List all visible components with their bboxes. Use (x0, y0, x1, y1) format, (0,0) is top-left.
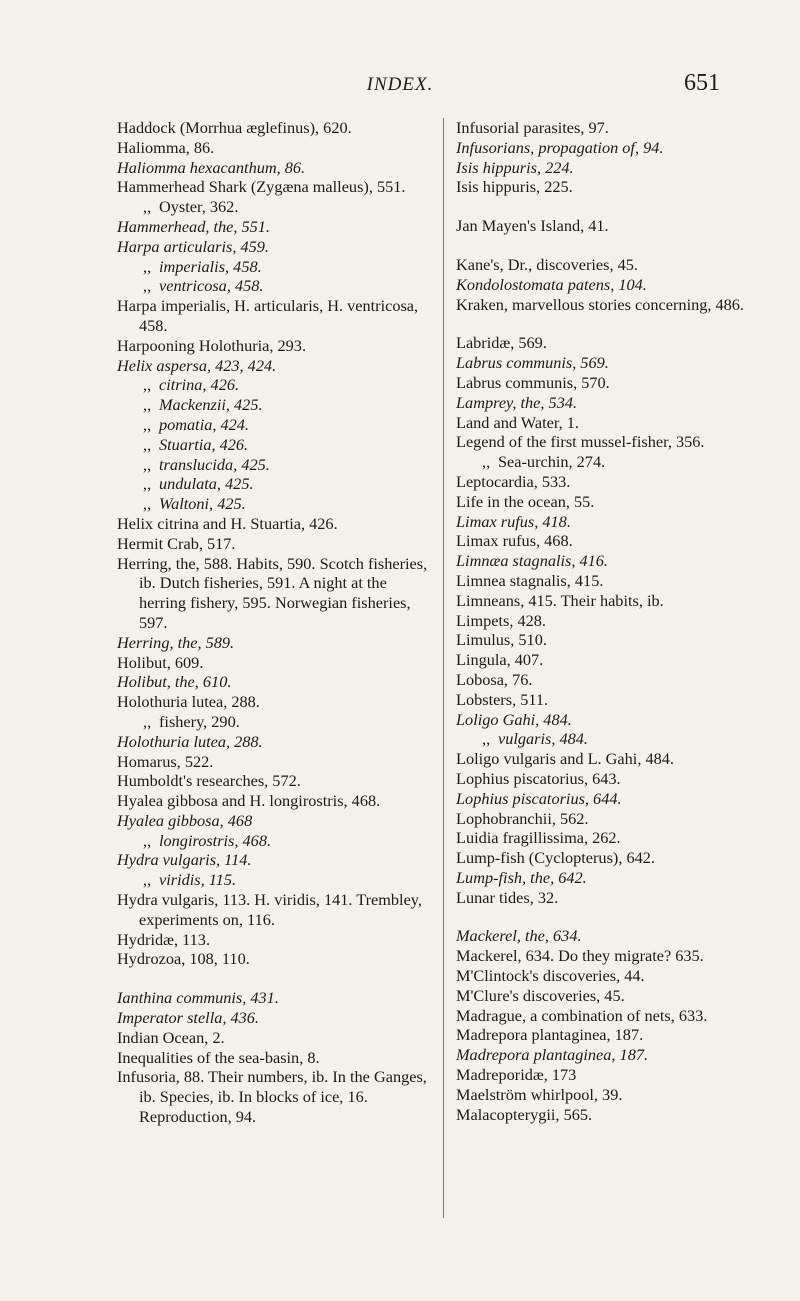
index-entry (456, 472, 778, 492)
entry-text: Maelström whirlpool, 39. (456, 1084, 623, 1104)
index-entry (117, 1008, 437, 1028)
index-entry (117, 752, 437, 772)
index-entry (117, 158, 437, 178)
index-entry (456, 373, 778, 393)
index-entry (456, 295, 778, 315)
entry-text: Limneans, 415. Their habits, ib. (456, 590, 664, 610)
entry-text: longirostris, 468. (159, 830, 272, 850)
index-subentry (117, 197, 437, 217)
entry-text: Humboldt's researches, 572. (117, 771, 301, 791)
entry-text: Hydrozoa, 108, 110. (117, 949, 250, 969)
entry-text: Holothuria lutea, 288. (117, 731, 263, 751)
entry-text: Loligo vulgaris and L. Gahi, 484. (456, 749, 674, 769)
entry-text: M'Clure's discoveries, 45. (456, 985, 625, 1005)
index-entry (117, 791, 437, 811)
entry-text: Limulus, 510. (456, 630, 547, 650)
entry-text: Loligo Gahi, 484. (456, 709, 572, 729)
index-subentry (117, 257, 437, 277)
entry-text: Kondolostomata patens, 104. (456, 274, 647, 294)
index-column-left (117, 118, 437, 1127)
index-entry (456, 1045, 778, 1065)
index-entry (117, 771, 437, 791)
entry-text: Labrus communis, 569. (456, 353, 609, 373)
index-entry (456, 710, 778, 730)
index-entry (456, 177, 778, 197)
entry-text: Hydra vulgaris, 113. H. viridis, 141. Trembley, experiments on, 116. (117, 890, 422, 929)
entry-text: Hydridæ, 113. (117, 929, 211, 949)
index-entry (117, 850, 437, 870)
index-entry (456, 118, 778, 138)
entry-text: Harpa imperialis, H. articularis, H. ventricosa, 458. (117, 296, 419, 335)
index-entry (117, 949, 437, 969)
entry-text: Limax rufus, 418. (456, 511, 571, 531)
index-entry (456, 138, 778, 158)
index-entry (456, 1065, 778, 1085)
ditto-mark: ,, (143, 711, 152, 731)
entry-text: Haliomma hexacanthum, 86. (117, 157, 306, 177)
entry-text: Hyalea gibbosa and H. longirostris, 468. (117, 791, 381, 811)
entry-text: Leptocardia, 533. (456, 471, 571, 491)
entry-text: ventricosa, 458. (159, 276, 264, 296)
entry-text: Herring, the, 589. (117, 632, 235, 652)
entry-text: Mackerel, 634. Do they migrate? 635. (456, 946, 704, 966)
index-entry (117, 534, 437, 554)
entry-text: Limnea stagnalis, 415. (456, 570, 604, 590)
entry-text: Hyalea gibbosa, 468 (117, 810, 253, 830)
ditto-mark: ,, (143, 830, 152, 850)
entry-text: Lump-fish, the, 642. (456, 867, 587, 887)
index-entry (456, 1105, 778, 1125)
index-entry (117, 514, 437, 534)
entry-text: Lobosa, 76. (456, 669, 533, 689)
entry-text: Mackenzii, 425. (159, 395, 263, 415)
entry-text: Holothuria lutea, 288. (117, 692, 260, 712)
index-entry (117, 988, 437, 1008)
index-subentry (117, 276, 437, 296)
index-subentry (117, 831, 437, 851)
index-entry (456, 512, 778, 532)
entry-text: Helix aspersa, 423, 424. (117, 355, 277, 375)
entry-text: Infusorial parasites, 97. (456, 118, 609, 137)
ditto-mark: ,, (482, 729, 491, 749)
index-entry (456, 650, 778, 670)
index-entry (456, 551, 778, 571)
ditto-mark: ,, (143, 454, 152, 474)
section-gap (456, 907, 778, 926)
index-subentry (117, 435, 437, 455)
index-entry (117, 890, 437, 930)
entry-text: Limpets, 428. (456, 610, 546, 630)
entry-text: Mackerel, the, 634. (456, 926, 582, 946)
index-entry (117, 138, 437, 158)
index-entry (456, 690, 778, 710)
entry-text: Kraken, marvellous stories concerning, 486. (456, 294, 745, 314)
index-entry (456, 986, 778, 1006)
entry-text: Labrus communis, 570. (456, 372, 610, 392)
entry-text: Hermit Crab, 517. (117, 533, 236, 553)
entry-text: Lophius piscatorius, 644. (456, 788, 622, 808)
section-gap (117, 969, 437, 988)
page-header (0, 68, 800, 108)
index-entry (117, 554, 437, 633)
ditto-mark: ,, (143, 494, 152, 514)
entry-text: Limax rufus, 468. (456, 531, 573, 551)
ditto-mark: ,, (143, 434, 152, 454)
entry-text: Indian Ocean, 2. (117, 1027, 225, 1047)
index-entry (456, 432, 778, 452)
entry-text: Infusorians, propagation of, 94. (456, 137, 664, 157)
entry-text: Kane's, Dr., discoveries, 45. (456, 254, 638, 274)
entry-text: Stuartia, 426. (159, 434, 249, 454)
entry-text: Land and Water, 1. (456, 412, 579, 432)
ditto-mark: ,, (143, 197, 152, 217)
entry-text: Lingula, 407. (456, 650, 544, 670)
entry-text: Legend of the first mussel-fisher, 356. (456, 432, 705, 452)
index-entry (456, 275, 778, 295)
index-entry (117, 672, 437, 692)
section-gap (456, 236, 778, 255)
entry-text: Ianthina communis, 431. (117, 988, 279, 1008)
index-entry (117, 217, 437, 237)
index-subentry (117, 870, 437, 890)
column-divider (443, 118, 444, 1218)
index-entry (456, 670, 778, 690)
index-entry (456, 789, 778, 809)
entry-text: Life in the ocean, 55. (456, 491, 595, 511)
index-subentry (117, 415, 437, 435)
index-subentry (456, 729, 778, 749)
index-entry (456, 769, 778, 789)
entry-text: Lunar tides, 32. (456, 887, 559, 907)
index-entry (117, 296, 437, 336)
entry-text: Haliomma, 86. (117, 137, 215, 157)
index-entry (117, 356, 437, 376)
entry-text: viridis, 115. (159, 870, 237, 890)
entry-text: pomatia, 424. (159, 414, 250, 434)
index-entry (117, 692, 437, 712)
index-entry (456, 848, 778, 868)
index-entry (117, 811, 437, 831)
index-entry (117, 1028, 437, 1048)
ditto-mark: ,, (143, 375, 152, 395)
index-entry (456, 531, 778, 551)
index-entry (456, 946, 778, 966)
entry-text: Imperator stella, 436. (117, 1008, 259, 1028)
entry-text: Malacopterygii, 565. (456, 1104, 593, 1124)
index-subentry (117, 455, 437, 475)
entry-text: Madreporidæ, 173 (456, 1065, 577, 1085)
entry-text: Jan Mayen's Island, 41. (456, 216, 609, 236)
index-entry (456, 353, 778, 373)
index-entry (117, 653, 437, 673)
index-entry (456, 413, 778, 433)
index-entry (117, 732, 437, 752)
entry-text: citrina, 426. (159, 375, 240, 395)
entry-text: Isis hippuris, 225. (456, 177, 573, 197)
index-entry (117, 633, 437, 653)
entry-text: Lamprey, the, 534. (456, 392, 578, 412)
entry-text: Madrepora plantaginea, 187. (456, 1025, 644, 1045)
index-entry (456, 926, 778, 946)
index-subentry (117, 474, 437, 494)
page-number: 651 (684, 70, 720, 96)
index-entry (117, 177, 437, 197)
entry-text: Infusoria, 88. Their numbers, ib. In the Ganges, ib. Species, ib. In blocks of ice, 16. Reproduction, 94. (117, 1067, 427, 1127)
index-entry (117, 1067, 437, 1126)
index-entry (456, 1025, 778, 1045)
index-entry (456, 393, 778, 413)
index-entry (456, 868, 778, 888)
index-entry (456, 1085, 778, 1105)
index-entry (456, 828, 778, 848)
entry-text: Madrepora plantaginea, 187. (456, 1045, 649, 1065)
entry-text: Waltoni, 425. (159, 494, 246, 514)
index-entry (456, 749, 778, 769)
index-entry (456, 809, 778, 829)
entry-text: Helix citrina and H. Stuartia, 426. (117, 513, 338, 533)
entry-text: Hydra vulgaris, 114. (117, 850, 252, 870)
index-entry (456, 966, 778, 986)
ditto-mark: ,, (143, 474, 152, 494)
entry-text: Hammerhead, the, 551. (117, 216, 270, 236)
index-entry (456, 1006, 778, 1026)
index-entry (456, 630, 778, 650)
index-subentry (456, 452, 778, 472)
index-subentry (117, 375, 437, 395)
index-entry (456, 158, 778, 178)
index-entry (117, 237, 437, 257)
entry-text: Hammerhead Shark (Zygæna malleus), 551. (117, 177, 406, 197)
index-column-right (456, 118, 778, 1124)
entry-text: Lobsters, 511. (456, 689, 549, 709)
ditto-mark: ,, (143, 256, 152, 276)
entry-text: Lophobranchii, 562. (456, 808, 589, 828)
entry-text: undulata, 425. (159, 474, 254, 494)
index-entry (456, 216, 778, 236)
index-subentry (117, 494, 437, 514)
entry-text: Inequalities of the sea-basin, 8. (117, 1047, 320, 1067)
section-gap (456, 197, 778, 216)
index-entry (117, 930, 437, 950)
entry-text: vulgaris, 484. (498, 729, 589, 749)
entry-text: M'Clintock's discoveries, 44. (456, 966, 645, 986)
index-entry (456, 571, 778, 591)
entry-text: fishery, 290. (159, 711, 240, 731)
entry-text: Harpa articularis, 459. (117, 236, 269, 256)
ditto-mark: ,, (143, 870, 152, 890)
entry-text: Luidia fragillissima, 262. (456, 828, 621, 848)
index-entry (456, 591, 778, 611)
index-entry (456, 888, 778, 908)
entry-text: Oyster, 362. (159, 197, 239, 217)
ditto-mark: ,, (143, 276, 152, 296)
entry-text: Isis hippuris, 224. (456, 157, 574, 177)
entry-text: Limnæa stagnalis, 416. (456, 551, 608, 571)
ditto-mark: ,, (482, 452, 491, 472)
entry-text: Holibut, the, 610. (117, 672, 232, 692)
index-entry (456, 333, 778, 353)
index-entry (456, 492, 778, 512)
index-entry (117, 118, 437, 138)
ditto-mark: ,, (143, 395, 152, 415)
index-entry (117, 336, 437, 356)
entry-text: Homarus, 522. (117, 751, 214, 771)
entry-text: Herring, the, 588. Habits, 590. Scotch fisheries, ib. Dutch fisheries, 591. A night at the herring fishery, 595. Norwegian fisheries, 597. (117, 553, 428, 632)
entry-text: Madrague, a combination of nets, 633. (456, 1005, 708, 1025)
index-subentry (117, 395, 437, 415)
index-entry (117, 1048, 437, 1068)
entry-text: Holibut, 609. (117, 652, 204, 672)
entry-text: Harpooning Holothuria, 293. (117, 335, 307, 355)
entry-text: translucida, 425. (159, 454, 270, 474)
index-entry (456, 255, 778, 275)
entry-text: imperialis, 458. (159, 256, 262, 276)
entry-text: Labridæ, 569. (456, 333, 547, 353)
index-entry (456, 611, 778, 631)
entry-text: Lophius piscatorius, 643. (456, 768, 621, 788)
entry-text: Sea-urchin, 274. (498, 452, 606, 472)
running-head: INDEX. (366, 74, 434, 95)
entry-text: Lump-fish (Cyclopterus), 642. (456, 848, 655, 868)
index-subentry (117, 712, 437, 732)
entry-text: Haddock (Morrhua æglefinus), 620. (117, 118, 352, 137)
ditto-mark: ,, (143, 414, 152, 434)
section-gap (456, 314, 778, 333)
